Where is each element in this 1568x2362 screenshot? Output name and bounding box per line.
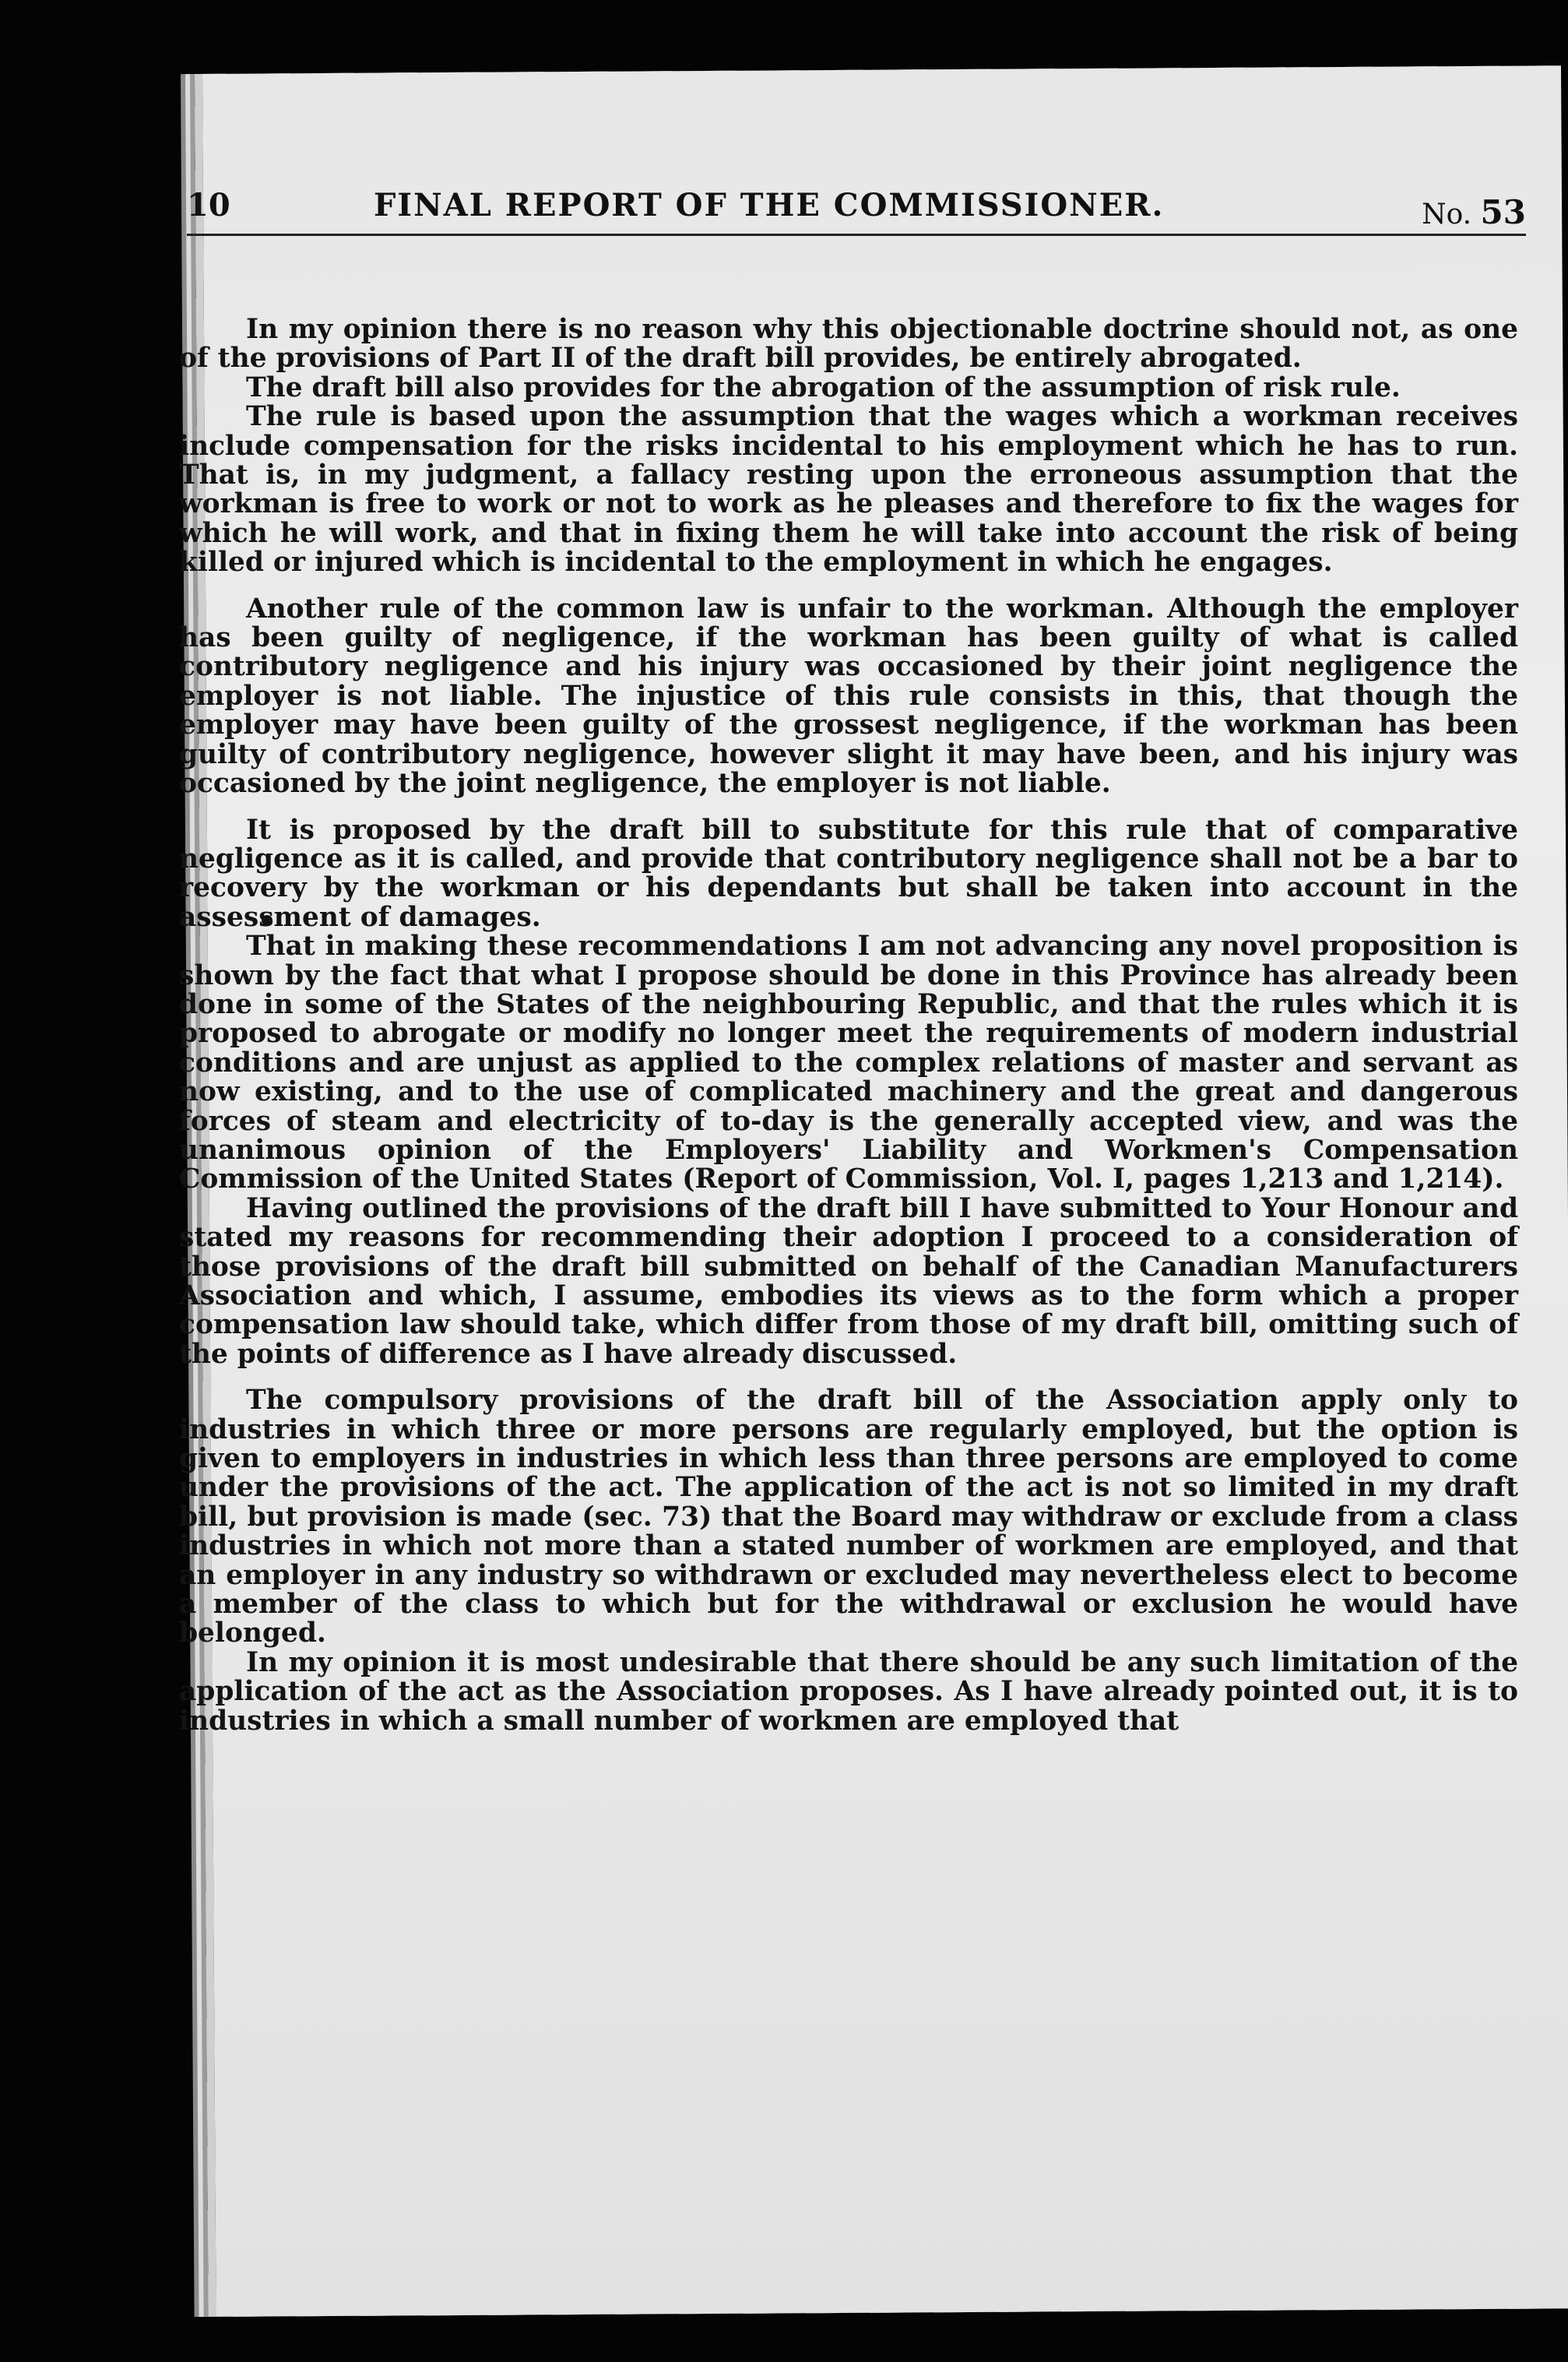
paragraph: Having outlined the provisions of the draft bill I have submitted to Your Honour and stated my reasons for recommending their adoption I proceed to a consideration of those provisions of the draft bill submitted on behalf of the Canadian Manufacturers Association and which, I assume, embodies its views as to the form which a proper compensation law should take, which differ from those of my draft bill, omitting such of the points of difference as I have already discussed.: [179, 1192, 1518, 1370]
header-rule: [187, 234, 1526, 236]
paragraph: The compulsory provisions of the draft bill of the Association apply only to industries in which three or more persons are regularly employed, but the option is given to employers in industries in which less than three persons are employed to come under the provisions of the act. The application of the act is not so limited in my draft bill, but provision is made (sec. 73) that the Board may withdraw or exclude from a class industries in which not more than a stated number of workmen are employed, and that an employer in any industry so withdrawn or excluded may nevertheless elect to become a member of the class to which but for the withdrawal or exclusion he would have belonged.: [179, 1385, 1518, 1649]
document-number-label: No.: [1422, 199, 1472, 231]
document-number: [1422, 193, 1526, 231]
running-title: FINAL REPORT OF THE COMMISSIONER.: [374, 187, 1165, 224]
paragraph: Another rule of the common law is unfair to the workman. Although the employer has been guilty of negligence, if the workman has been guilty of what is called contributory negligence and his injury was occasioned by their joint negligence the employer is not liable. The injustice of this rule consists in this, that though the employer may have been guilty of the grossest negligence, if the workman has been guilty of contributory negligence, however slight it may have been, and his injury was occasioned by the joint negligence, the employer is not liable.: [179, 593, 1518, 800]
paragraph: The draft bill also provides for the abrogation of the assumption of risk rule.: [246, 371, 1401, 403]
paragraph: That in making these recommendations I am not advancing any novel proposition is shown by the fact that what I propose should be done in this Province has already been done in some of the States of the neighbouring Republic, and that the rules which it is proposed to abrogate or modify no longer meet the requirements of modern industrial conditions and are unjust as applied to the complex relations of master and servant as now existing, and to the use of complicated machinery and the great and dangerous forces of steam and electricity of to-day is the generally accepted view, and was the unanimous opinion of the Employers' Liability and Workmen's Compensation Commission of the United States (Report of Commission, Vol. I, pages 1,213 and 1,214).: [179, 931, 1518, 1195]
paragraph: It is proposed by the draft bill to substitute for this rule that of comparative negligence as it is called, and provide that contributory negligence shall not be a bar to recovery by the workman or his dependants but shall be taken into account in the assessment of damages.: [179, 814, 1518, 933]
page-number: 10: [187, 187, 230, 224]
document-number-value: 53: [1480, 193, 1526, 231]
paragraph: The rule is based upon the assumption that the wages which a workman receives include compensation for the risks incidental to his employment which he has to run. That is, in my judgment, a fallacy resting upon the erroneous assumption that the workman is free to work or not to work as he pleases and therefore to fix the wages for which he will work, and that in fixing them he will take into account the risk of being killed or injured which is incidental to the employment in which he engages.: [179, 401, 1518, 579]
body-text: [179, 315, 1518, 1736]
paragraph: In my opinion there is no reason why this objectionable doctrine should not, as one of the provisions of Part II of the draft bill provides, be entirely abrogated.: [179, 314, 1518, 375]
page-header: [187, 171, 1526, 234]
paragraph: In my opinion it is most undesirable that there should be any such limitation of the application of the act as the Association proposes. As I have already pointed out, it is to industries in which a small number of workmen are employed that: [179, 1646, 1518, 1737]
